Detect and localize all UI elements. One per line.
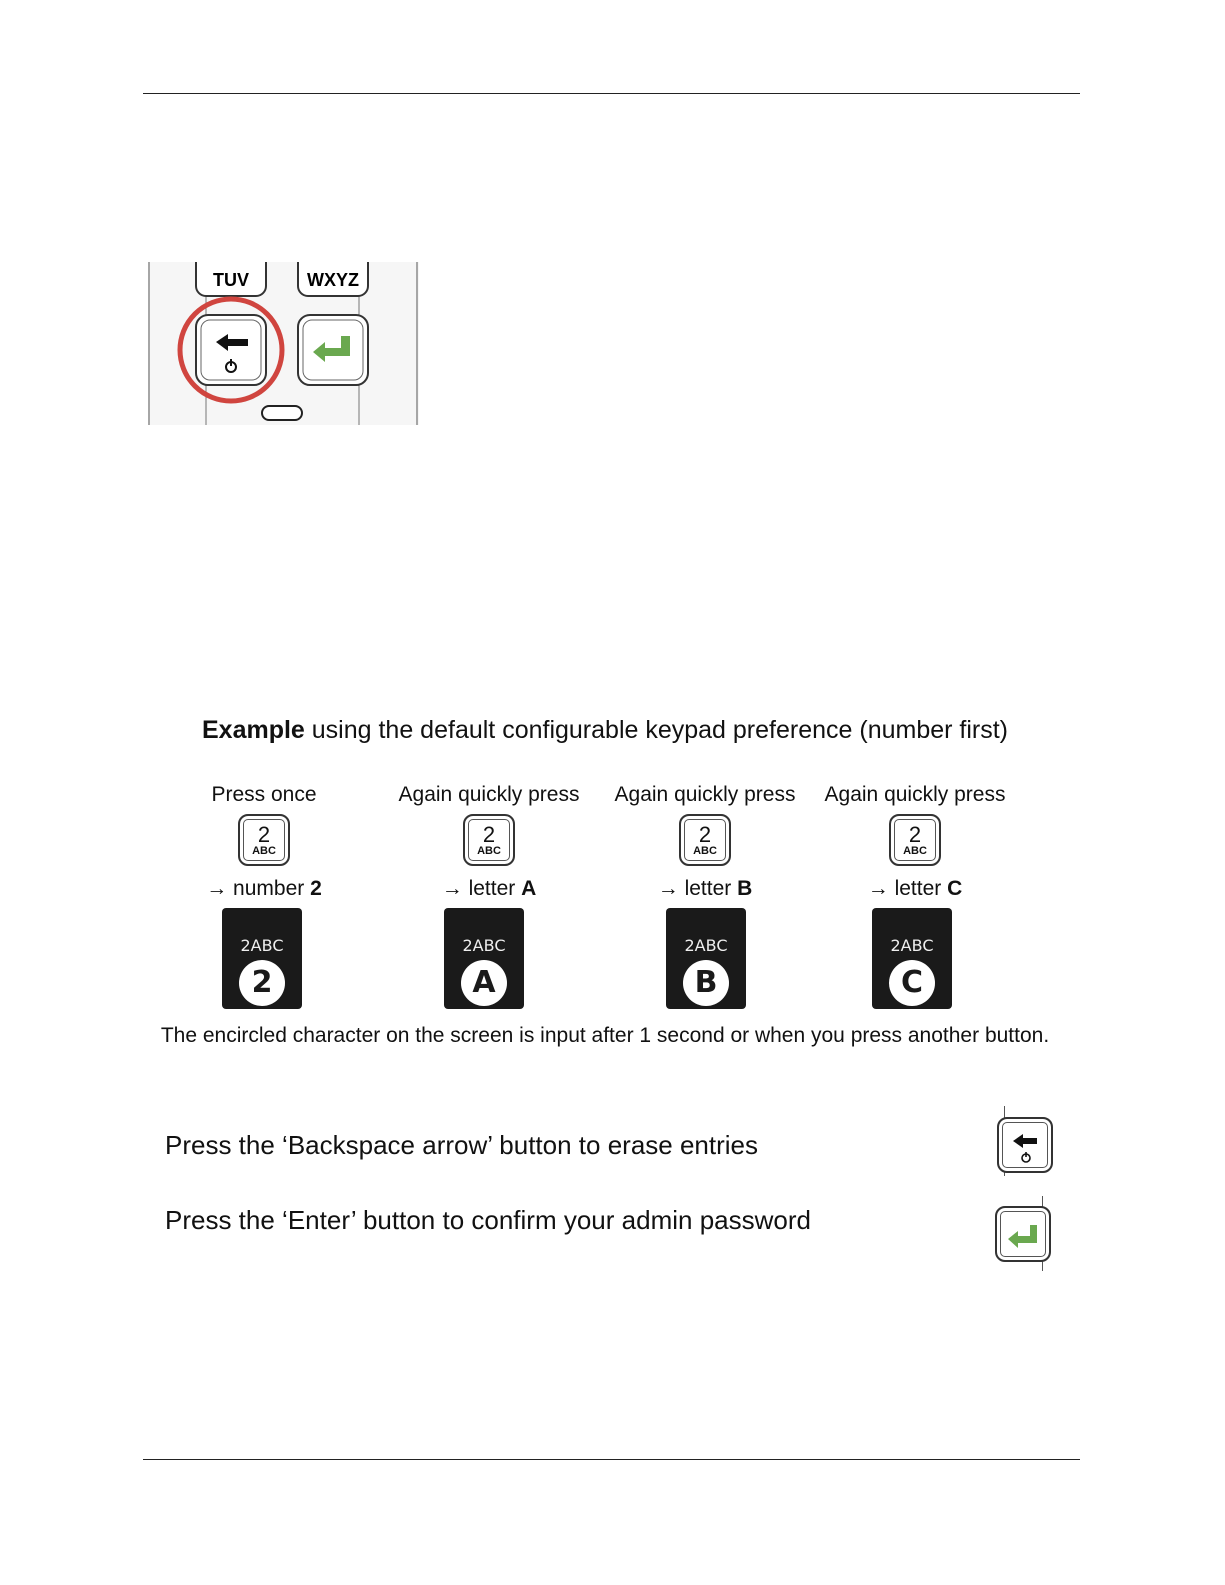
note-text: The encircled character on the screen is input after 1 second or when you press another button. (160, 1024, 1050, 1047)
step-action: Again quickly press (824, 783, 1006, 806)
example-step (595, 780, 815, 904)
screen-display (444, 908, 524, 1009)
step-action: Again quickly press (614, 783, 796, 806)
result-prefix: → number (206, 877, 311, 900)
key-letters: ABC (693, 844, 717, 857)
key-2abc-icon (679, 814, 731, 866)
screen-label: 2ABC (684, 936, 728, 955)
screen-display (222, 908, 302, 1009)
key-2abc-icon (238, 814, 290, 866)
key-number: 2 (908, 821, 922, 847)
key-letters: ABC (903, 844, 927, 857)
key-2abc-icon (463, 814, 515, 866)
header-rule (143, 93, 1080, 94)
result-value: 2 (310, 877, 322, 900)
step-result (595, 874, 815, 904)
backspace-instruction: Press the ‘Backspace arrow’ button to erase entries (165, 1130, 758, 1160)
result-prefix: → letter (441, 877, 522, 900)
step-action: Again quickly press (398, 783, 580, 806)
result-value: C (947, 877, 963, 900)
result-value: B (737, 877, 753, 900)
key-letters: ABC (477, 844, 501, 857)
svg-text:WXYZ: WXYZ (307, 270, 359, 290)
key-number: 2 (257, 821, 271, 847)
step-result (379, 874, 599, 904)
step-result (805, 874, 1025, 904)
key-2abc-icon (889, 814, 941, 866)
encircled-character: A (461, 960, 507, 1006)
result-prefix: → letter (867, 877, 948, 900)
enter-key-icon (995, 1206, 1051, 1262)
screen-label: 2ABC (462, 936, 506, 955)
footer-rule (143, 1459, 1080, 1460)
encircled-character: 2 (239, 960, 285, 1006)
enter-instruction: Press the ‘Enter’ button to confirm your admin password (165, 1205, 811, 1235)
screen-display (872, 908, 952, 1009)
encircled-character: C (889, 960, 935, 1006)
screen-display (666, 908, 746, 1009)
example-step (805, 780, 1025, 904)
result-value: A (521, 877, 537, 900)
backspace-key-icon (997, 1117, 1053, 1173)
example-step (154, 780, 374, 904)
screen-label: 2ABC (240, 936, 284, 955)
step-action: Press once (211, 783, 317, 806)
screen-label: 2ABC (890, 936, 934, 955)
encircled-character: B (683, 960, 729, 1006)
svg-text:TUV: TUV (213, 270, 249, 290)
step-result (154, 874, 374, 904)
result-prefix: → letter (657, 877, 738, 900)
example-step (379, 780, 599, 904)
key-number: 2 (482, 821, 496, 847)
key-letters: ABC (252, 844, 276, 857)
heading-bold: Example (201, 716, 305, 744)
example-heading (0, 716, 1210, 745)
key-number: 2 (698, 821, 712, 847)
heading-rest: using the default configurable keypad preference (number first) (304, 716, 1009, 744)
remote-keypad-image (148, 262, 419, 425)
